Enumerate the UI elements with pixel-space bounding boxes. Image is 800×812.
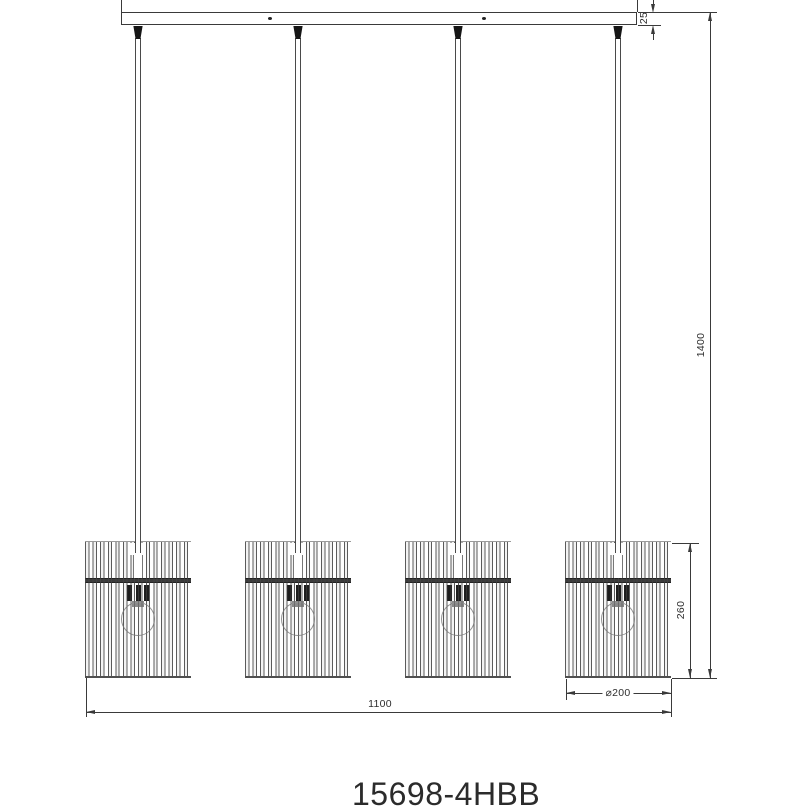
- dim-1400-line: [710, 12, 711, 678]
- pendant-2: [245, 26, 351, 678]
- dim-25-leader-bottom: [653, 34, 654, 40]
- model-number: 15698-4HBB: [352, 776, 541, 812]
- dim-label-25: 25: [638, 11, 650, 25]
- suspension-cord: [135, 38, 141, 553]
- screw-dot: [482, 17, 486, 20]
- dim-1100-arrow-left: [86, 710, 95, 714]
- dim-label-200: ⌀200: [602, 687, 633, 699]
- dim-200-arrow-right: [662, 691, 671, 695]
- dim-25-arrow-down: [651, 4, 655, 13]
- extension-line-shade-right: [671, 679, 672, 717]
- extension-line-canopy-bottom: [638, 25, 661, 26]
- suspension-cord: [615, 38, 621, 553]
- dim-200-arrow-left: [566, 691, 575, 695]
- dim-260-arrow-bottom: [688, 669, 692, 678]
- extension-line-shade-top: [672, 543, 699, 544]
- pendant-1: [85, 26, 191, 678]
- pendant-shade: [85, 541, 191, 678]
- suspension-cord: [455, 38, 461, 553]
- dim-260-line: [690, 543, 691, 678]
- pendant-4: [565, 26, 671, 678]
- dim-260-arrow-top: [688, 543, 692, 552]
- cord-channel: [613, 555, 623, 578]
- pendant-shade: [245, 541, 351, 678]
- cord-channel: [453, 555, 463, 578]
- dim-1100-arrow-right: [662, 710, 671, 714]
- dim-1400-arrow-top: [708, 12, 712, 21]
- extension-line-shade-bottom: [672, 678, 717, 679]
- dim-1100-line: [86, 712, 671, 713]
- cord-channel: [133, 555, 143, 578]
- dim-1400-arrow-bottom: [708, 669, 712, 678]
- dim-label-1400: 1400: [695, 332, 707, 358]
- dim-25-arrow-up: [651, 25, 655, 34]
- extension-line-shade-left: [566, 679, 567, 700]
- ceiling-plate-right-edge: [637, 0, 638, 12]
- pendant-3: [405, 26, 511, 678]
- cord-channel: [293, 555, 303, 578]
- screw-dot: [268, 17, 272, 20]
- ceiling-canopy-bar: [121, 12, 637, 25]
- pendant-shade: [405, 541, 511, 678]
- ceiling-plate-left-edge: [121, 0, 122, 12]
- pendant-shade: [565, 541, 671, 678]
- dim-label-1100: 1100: [368, 698, 392, 710]
- suspension-cord: [295, 38, 301, 553]
- dim-label-260: 260: [675, 600, 687, 620]
